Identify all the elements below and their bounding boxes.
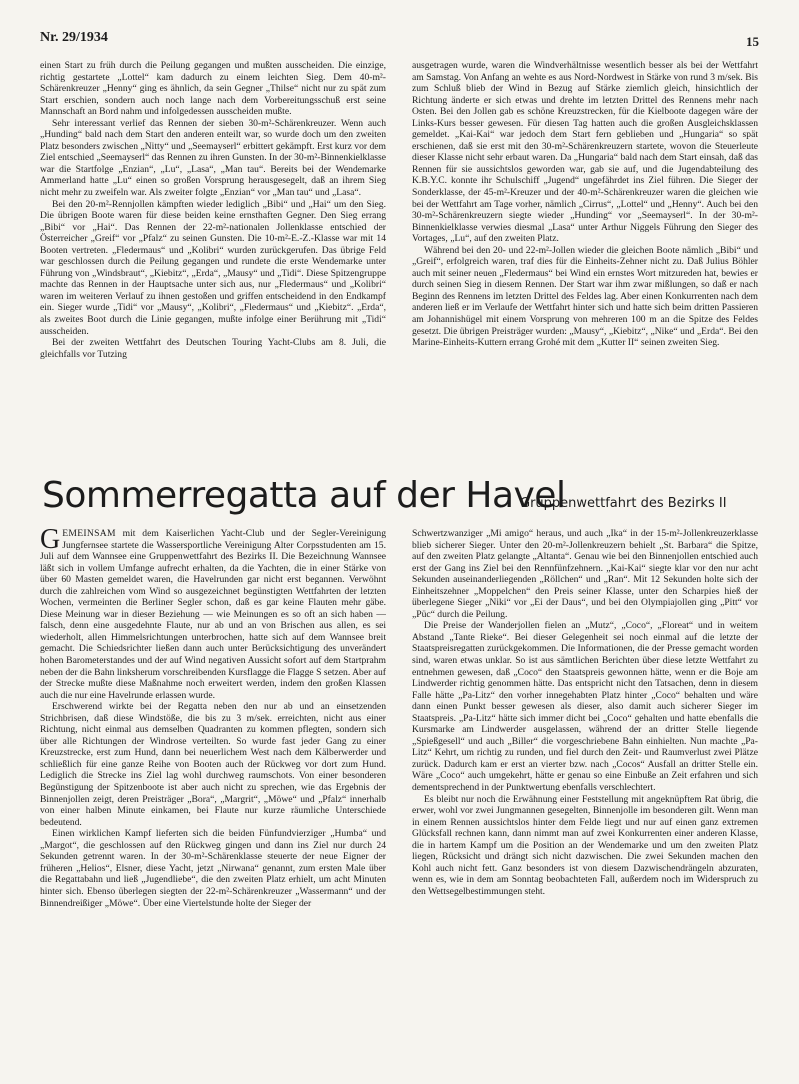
paragraph: Bei der zweiten Wettfahrt des Deutschen Touring Yacht-Clubs am 8. Juli, die gleichfalls vor Tutzing bbox=[40, 337, 386, 360]
first-paragraph-text: mit dem Kaiserlichen Yacht-Club und der Segler-Vereinigung Jungfernsee startete die Wassersportliche Vereinigung Alter Corpsstudenten am 15. Juli auf dem Wannsee eine Gruppenwettfahrt des Bezirks II. Die Bezeichnung Wannsee läßt sich in vollem Umfange aufrecht erhalten, da die Yachten, die in einer Stärke von über 60 Masten gemeldet waren, die Havelrunden gar nicht erst begannen. Verwöhnt durch die zahlreichen vom Wind so ausgezeichnet begünstigten Wettfahrten der letzten Wochen, vermeinten die Berliner Segler schon, daß es gar keine Flauten mehr gäbe. Diese Meinung war in dieser Beziehung — wie Meinungen es so oft an sich haben — falsch, denn eine ausgedehnte Flaute, nur ab und an von Brischen aus allen, es sei wiederholt, allen Himmelsrichtungen unterbrochen, hatte sich auf dem Wannsee breit gemacht. Die Schiedsrichter ließen dann auch unter Berücksichtigung des unverändert hohen Barometerstandes und der auf Wind negativen Aussicht sofort auf dem Startprahm neben der die Bahn linksherum vorschreibenden Kursflagge die Flagge S setzen. Aber auf der Strecke mußte diese Maßnahme noch erweitert werden, indem den großen Klassen auch die nur eine Havelrunde erlassen wurde. bbox=[40, 528, 386, 701]
paragraph: Einen wirklichen Kampf lieferten sich die beiden Fünfundvierziger „Humba“ und „Margot“, die geschlossen auf den Rückweg gingen und dann ins Ziel nur durch 24 Sekunden getrennt waren. In der 30-m²-Schärenklasse steuerte der neue Eigner der früheren „Helios“, Elsner, diese Yacht, jetzt „Nirwana“ genannt, zum ersten Male über die Regattabahn und ließ „Jugendliebe“, die den zweiten Platz erhielt, um acht Minuten hinter sich. Ebenso überlegen siegten der 22-m²-Schärenkreuzer „Wassermann“ und der Binnendreißiger „Möwe“. Über eine Viertelstunde holte der Sieger der bbox=[40, 828, 386, 909]
paragraph: Schwertzwanziger „Mi amigo“ heraus, und auch „Ika“ in der 15-m²-Jollenkreuzerklasse blieb sicherer Sieger. Unter den 20-m²-Jollenkreuzern behielt „St. Barbara“ die Spitze, auf den zweiten Platz gelangte „Altanta“. Genau wie bei den Binnenjollen entschied auch erst der Gang ins Ziel bei den Rennfünfzehnern. „Kai-Kai“ siegte klar vor den nur acht Sekunden auseinanderliegenden „Röllchen“ und „Ran“. Mit 12 Sekunden holte sich der Einheitszehner „Moppelchen“ den Preis seiner Klasse, unter den Scharpies hieß der überlegene Sieger „Niki“ vor „Ei der Daus“, und bei den Olympiajollen ging „Pitt“ vor „Püc“ durch die Peilung. bbox=[412, 528, 758, 620]
paragraph: Während bei den 20- und 22-m²-Jollen wieder die gleichen Boote nämlich „Bibi“ und „Greif“, erfolgreich waren, traf dies für die Einheits-Zehner nicht zu. Daß Julius Böhler auch mit seiner neuen „Fledermaus“ bei Wind ein ernstes Wort mitzureden hat, bewies er durch seinen Sieg in diesem Rennen. Der Start war ihm zwar mißlungen, so daß er nach Beginn des Rennens im letzten Drittel des Feldes lag. Aber einen Konkurrenten nach dem anderen ließ er im Verlaufe der Wettfahrt hinter sich und hatte sich beim dritten Passieren am Johannishügel mit einem Vorsprung von mehreren 100 m an die Spitze des Feldes gesetzt. Die übrigen Preisträger wurden: „Mausy“, „Kiebitz“, „Nike“ und „Erda“. Bei den Marine-Einheits-Kuttern errang Grohé mit dem „Kutter II“ seinen zweiten Sieg. bbox=[412, 244, 758, 349]
paragraph: Bei den 20-m²-Rennjollen kämpften wieder lediglich „Bibi“ und „Hai“ um den Sieg. Die übrigen Boote waren für diese beiden keine ernsthaften Gegner. Den Sieg errang „Bibi“ vor „Hai“. Das Rennen der 22-m²-nationalen Jollenklasse entschied der Österreicher „Greif“ vor „Pfalz“ zu seinen Gunsten. Die 10-m²-E.-Z.-Klasse war mit 14 Booten vertreten. „Fledermaus“ und „Kolibri“ wurden zurückgerufen. Das übrige Feld war geschlossen durch die Peilung gegangen und rundete die erste Wendemarke unter Führung von „Windsbraut“, „Kiebitz“, „Erda“, „Mausy“ und „Tidi“. Diese Spitzengruppe machte das Rennen in der Hauptsache unter sich aus, nur „Fledermaus“ und „Kolibri“ waren im weiteren Verlauf zu ihnen gestoßen und griffen entscheidend in den Endkampf ein. Sieger wurde „Tidi“ vor „Mausy“, „Kolibri“, „Fledermaus“ und „Kiebitz“. „Erda“, als zweites Boot durch die Linie gegangen, mußte infolge einer Berührung mit „Tidi“ ausscheiden. bbox=[40, 198, 386, 337]
article-right-column bbox=[412, 528, 758, 1076]
article-title: Sommerregatta auf der Havel bbox=[42, 475, 566, 516]
lead-word: EMEINSAM bbox=[62, 528, 116, 539]
paragraph: Sehr interessant verlief das Rennen der sieben 30-m²-Schärenkreuzer. Wenn auch „Hunding“ bald nach dem Start den anderen enteilt war, so wurde doch um den zweiten Platz besonders zwischen „Nitty“ und „Seemayserl“ erbittert gekämpft. Erst kurz vor dem Ziel entschied „Seemayserl“ das Rennen zu ihren Gunsten. In der 30-m²-Binnenkielklasse war die Startfolge „Enzian“, „Lu“, „Lasa“, „Man tau“. Bereits bei der Wendemarke Ammerland hatte „Lu“ einen so großen Vorsprung herausgesegelt, daß an ihrem Sieg nicht mehr zu zweifeln war. Als zweiter folgte „Enzian“ vor „Man tau“ und „Lasa“. bbox=[40, 117, 386, 199]
issue-number: Nr. 29/1934 bbox=[40, 30, 108, 45]
paragraph: Erschwerend wirkte bei der Regatta neben den nur ab und an einsetzenden Strichbrisen, daß diese Windstöße, die bis zu 3 m/sek. erreichten, nicht aus einer Richtung, nicht einmal aus demselben Quadranten zu kommen pflegten, sondern sich über alle Richtungen der Windrose verteilten. So wurde fast jeder Gang zu einer Kreuzstrecke, erst zum Hund, dann bei neuerlichem West nach dem Kälberwerder und schließlich für eine ganze Reihe von Booten auch der Rückweg vor dort zum Hund. Lediglich die Strecke ins Ziel lag wohl durchweg raumschots. Von einer besonderen Begünstigung der Spitzenboote ist aber auch nicht zu sprechen, wie das Ergebnis der Binnenjollen zeigt, deren Preisträger „Bora“, „Margrit“, „Möwe“ und „Pfalz“ innerhalb von einer halben Minute einkamen, bei Flaute nur kurze räumliche Unterschiede bedeutend. bbox=[40, 701, 386, 828]
page-number: 15 bbox=[746, 34, 759, 49]
top-right-column bbox=[412, 60, 758, 472]
top-left-column bbox=[40, 60, 386, 472]
first-paragraph bbox=[40, 528, 386, 701]
article-left-column bbox=[40, 528, 386, 1076]
drop-cap: G bbox=[40, 528, 61, 555]
paragraph: einen Start zu früh durch die Peilung gegangen und mußten ausscheiden. Die einzige, richtig gestartete „Lottel“ kam dadurch zu einem leichten Sieg. Dem 40-m²-Schärenkreuzer „Henny“ ging es ähnlich, da sein Gegner „Thilse“ nicht nur zu spät zum Start erschien, sondern auch noch lange nach dem Vorbereitungsschuß erst seine Mannschaft an Bord nahm und infolgedessen ausscheiden mußte. bbox=[40, 60, 386, 118]
paragraph: Die Preise der Wanderjollen fielen an „Mutz“, „Coco“, „Floreat“ und in weitem Abstand „Tante Rieke“. Bei dieser Gelegenheit sei noch einmal auf die letzte der Staatspreisregatten zurückgekommen. Die Informationen, die der Presse gemacht worden sind, waren etwas unklar. So ist aus sämtlichen Berichten über diese letzte Wettfahrt zu entnehmen gewesen, daß „Coco“ den Staatspreis gewonnen hätte, wenn er die Boje am Lindwerder richtig genommen hätte. Das entspricht nicht den Tatsachen, denn in diesem Falle hätte „Pa-Litz“ den vorher innegehabten Platz hinter „Coco“ behalten und wäre dann einen Punkt besser gewesen als dieser, also damit auch sicherer Sieger im Staatspreis. „Pa-Litz“ hätte sich immer dicht bei „Coco“ gehalten und hatte ebenfalls die Kursmarke am Lindwerder ausgelassen, während der an dritter Stelle liegende „Spießgesell“ und auch „Biller“ die vorgeschriebene Bahn einhielten. Nun machte „Pa-Litz“ Kehrt, um richtig zu runden, und fiel durch den Zeit- und Raumverlust zwei Plätze zurück. Dadurch kam er erst an vierter bzw. nach „Cocos“ Ausfall an dritter Stelle ein. Wäre „Coco“ auch umgekehrt, hätte er genau so eine Einbuße an Zeit erfahren und sich dementsprechend in der Punktwertung ebenfalls verschlechtert. bbox=[412, 620, 758, 794]
paragraph: Es bleibt nur noch die Erwähnung einer Feststellung mit angeknüpftem Rat übrig, die erwer, wohl vor zwei Jungmannen gesegelten, Binnenjolle im besonderen gilt. Wenn man in einem Rennen aussichtslos hinter dem Felde liegt und nur auf einen ganz extremen Glücksfall rechnen kann, dann nimmt man auf zwei Konkurrenten einer anderen Klasse, die in hartem Kampf um die Position an der Wendemarke und um den zweiten Platz liegen, Rücksicht und drängt sich nicht dazwischen. Die zwei Sekunden machen den Kohl auch nicht fett. Ganz besonders ist von diesem Dazwischendrängeln abzuraten, wenn es, wie in dem am Sonntag beobachteten Fall, außerdem noch im Widerspruch zu den Wettsegelbestimmungen steht. bbox=[412, 793, 758, 897]
article-subtitle: Gruppenwettfahrt des Bezirks II bbox=[520, 496, 727, 511]
paragraph: ausgetragen wurde, waren die Windverhältnisse wesentlich besser als bei der Wettfahrt am Samstag. Von Anfang an wehte es aus Nord-Nordwest in Stärke von rund 3 m/sek. Bis zum Schluß blieb der Wind in Bezug auf Stärke ziemlich gleich, hinsichtlich der Richtung änderte er sich etwas und drehte im letzten Drittel des Rennens mehr nach Osten. Bei den Jollen gab es schöne Kreuzstrecken, für die Kielboote dagegen wäre der Links-Kurs besser gewesen. Für diesen Tag hatten auch die großen Ausgleichsklassen gemeldet. „Kai-Kai“ war jedoch dem Start fern geblieben und „Hungaria“ so spät erschienen, daß sie erst mit den 30-m²-Schärenkreuzern startete, wovon die Steuerleute dieser Klasse nicht sehr erbaut waren. Da „Hungaria“ bald nach dem Start einsah, daß das Rennen für sie aussichtslos geworden war, gab sie auf, und die Jugendabteilung des K.B.Y.C. konnte ihr Schulschiff „Jugend“ ungefährdet ins Ziel führen. Die Sieger der Sonderklasse, der 45-m²-Kreuzer und der 40-m²-Schärenkreuzer waren die gleichen wie bei der Wettfahrt am Tage vorher, nämlich „Cirrus“, „Lottel“ und „Henny“. Auch bei den 30-m²-Schärenkreuzern siegte wieder „Hunding“ vor „Seemayserl“. In der 30-m²-Binnenkielklasse verwies diesmal „Lasa“ unter Arthur Niggels Führung den Sieger des Vortages, „Lu“, auf den zweiten Platz. bbox=[412, 60, 758, 245]
